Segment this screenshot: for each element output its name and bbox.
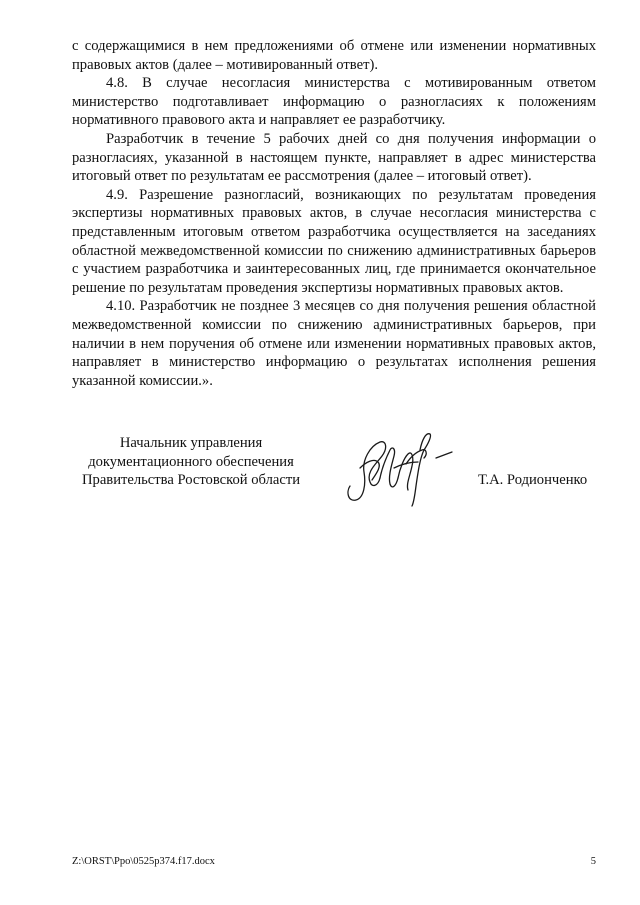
paragraph-4-10: 4.10. Разработчик не позднее 3 месяцев со дня получения решения областной межведомственной комиссии по снижению административных барьеров, при наличии в нем поручения об отмене или изменении нормативных правовых актов, направляет в министерство информацию о результатах исполнения решения указанной комиссии.». [72,298,596,389]
position-line-2: документационного обеспечения [88,453,294,470]
signer-name: Т.А. Родионченко [478,472,588,488]
paragraph-4-8: 4.8. В случае несогласия министерства с мотивированным ответом министерство подготавливает информацию о разногласиях к положениям нормативного правового акта и направляет ее разработчику. [72,75,596,129]
signer-position [56,434,326,490]
position-line-1: Начальник управления [119,435,263,451]
document-body [72,37,596,390]
signature-block [0,434,640,514]
page-number: 5 [590,856,596,867]
page-footer [72,855,596,871]
paragraph-4-9: 4.9. Разрешение разногласий, возникающих по результатам проведения экспертизы нормативных правовых актов, в случае несогласия министерства с представленным итоговым ответом разработчика осуществляется на заседаниях областной межведомственной комиссии по снижению административных барьеров с участием разработчика и заинтересованных лиц, где принимается окончательное решение по результатам проведения экспертизы нормативных правовых актов. [72,186,596,296]
paragraph-continuation: с содержащимися в нем предложениями об отмене или изменении нормативных правовых актов (далее – мотивированный ответ). [72,38,596,73]
handwritten-signature-icon [336,428,462,516]
paragraph-developer-response: Разработчик в течение 5 рабочих дней со дня получения информации о разногласиях, указанной в настоящем пункте, направляет в адрес министерства итоговый ответ по результатам ее рассмотрения (далее – итоговый ответ). [72,130,596,185]
position-line-3: Правительства Ростовской области [81,472,301,489]
file-path: Z:\ORST\Ppo\0525p374.f17.docx [72,856,215,867]
